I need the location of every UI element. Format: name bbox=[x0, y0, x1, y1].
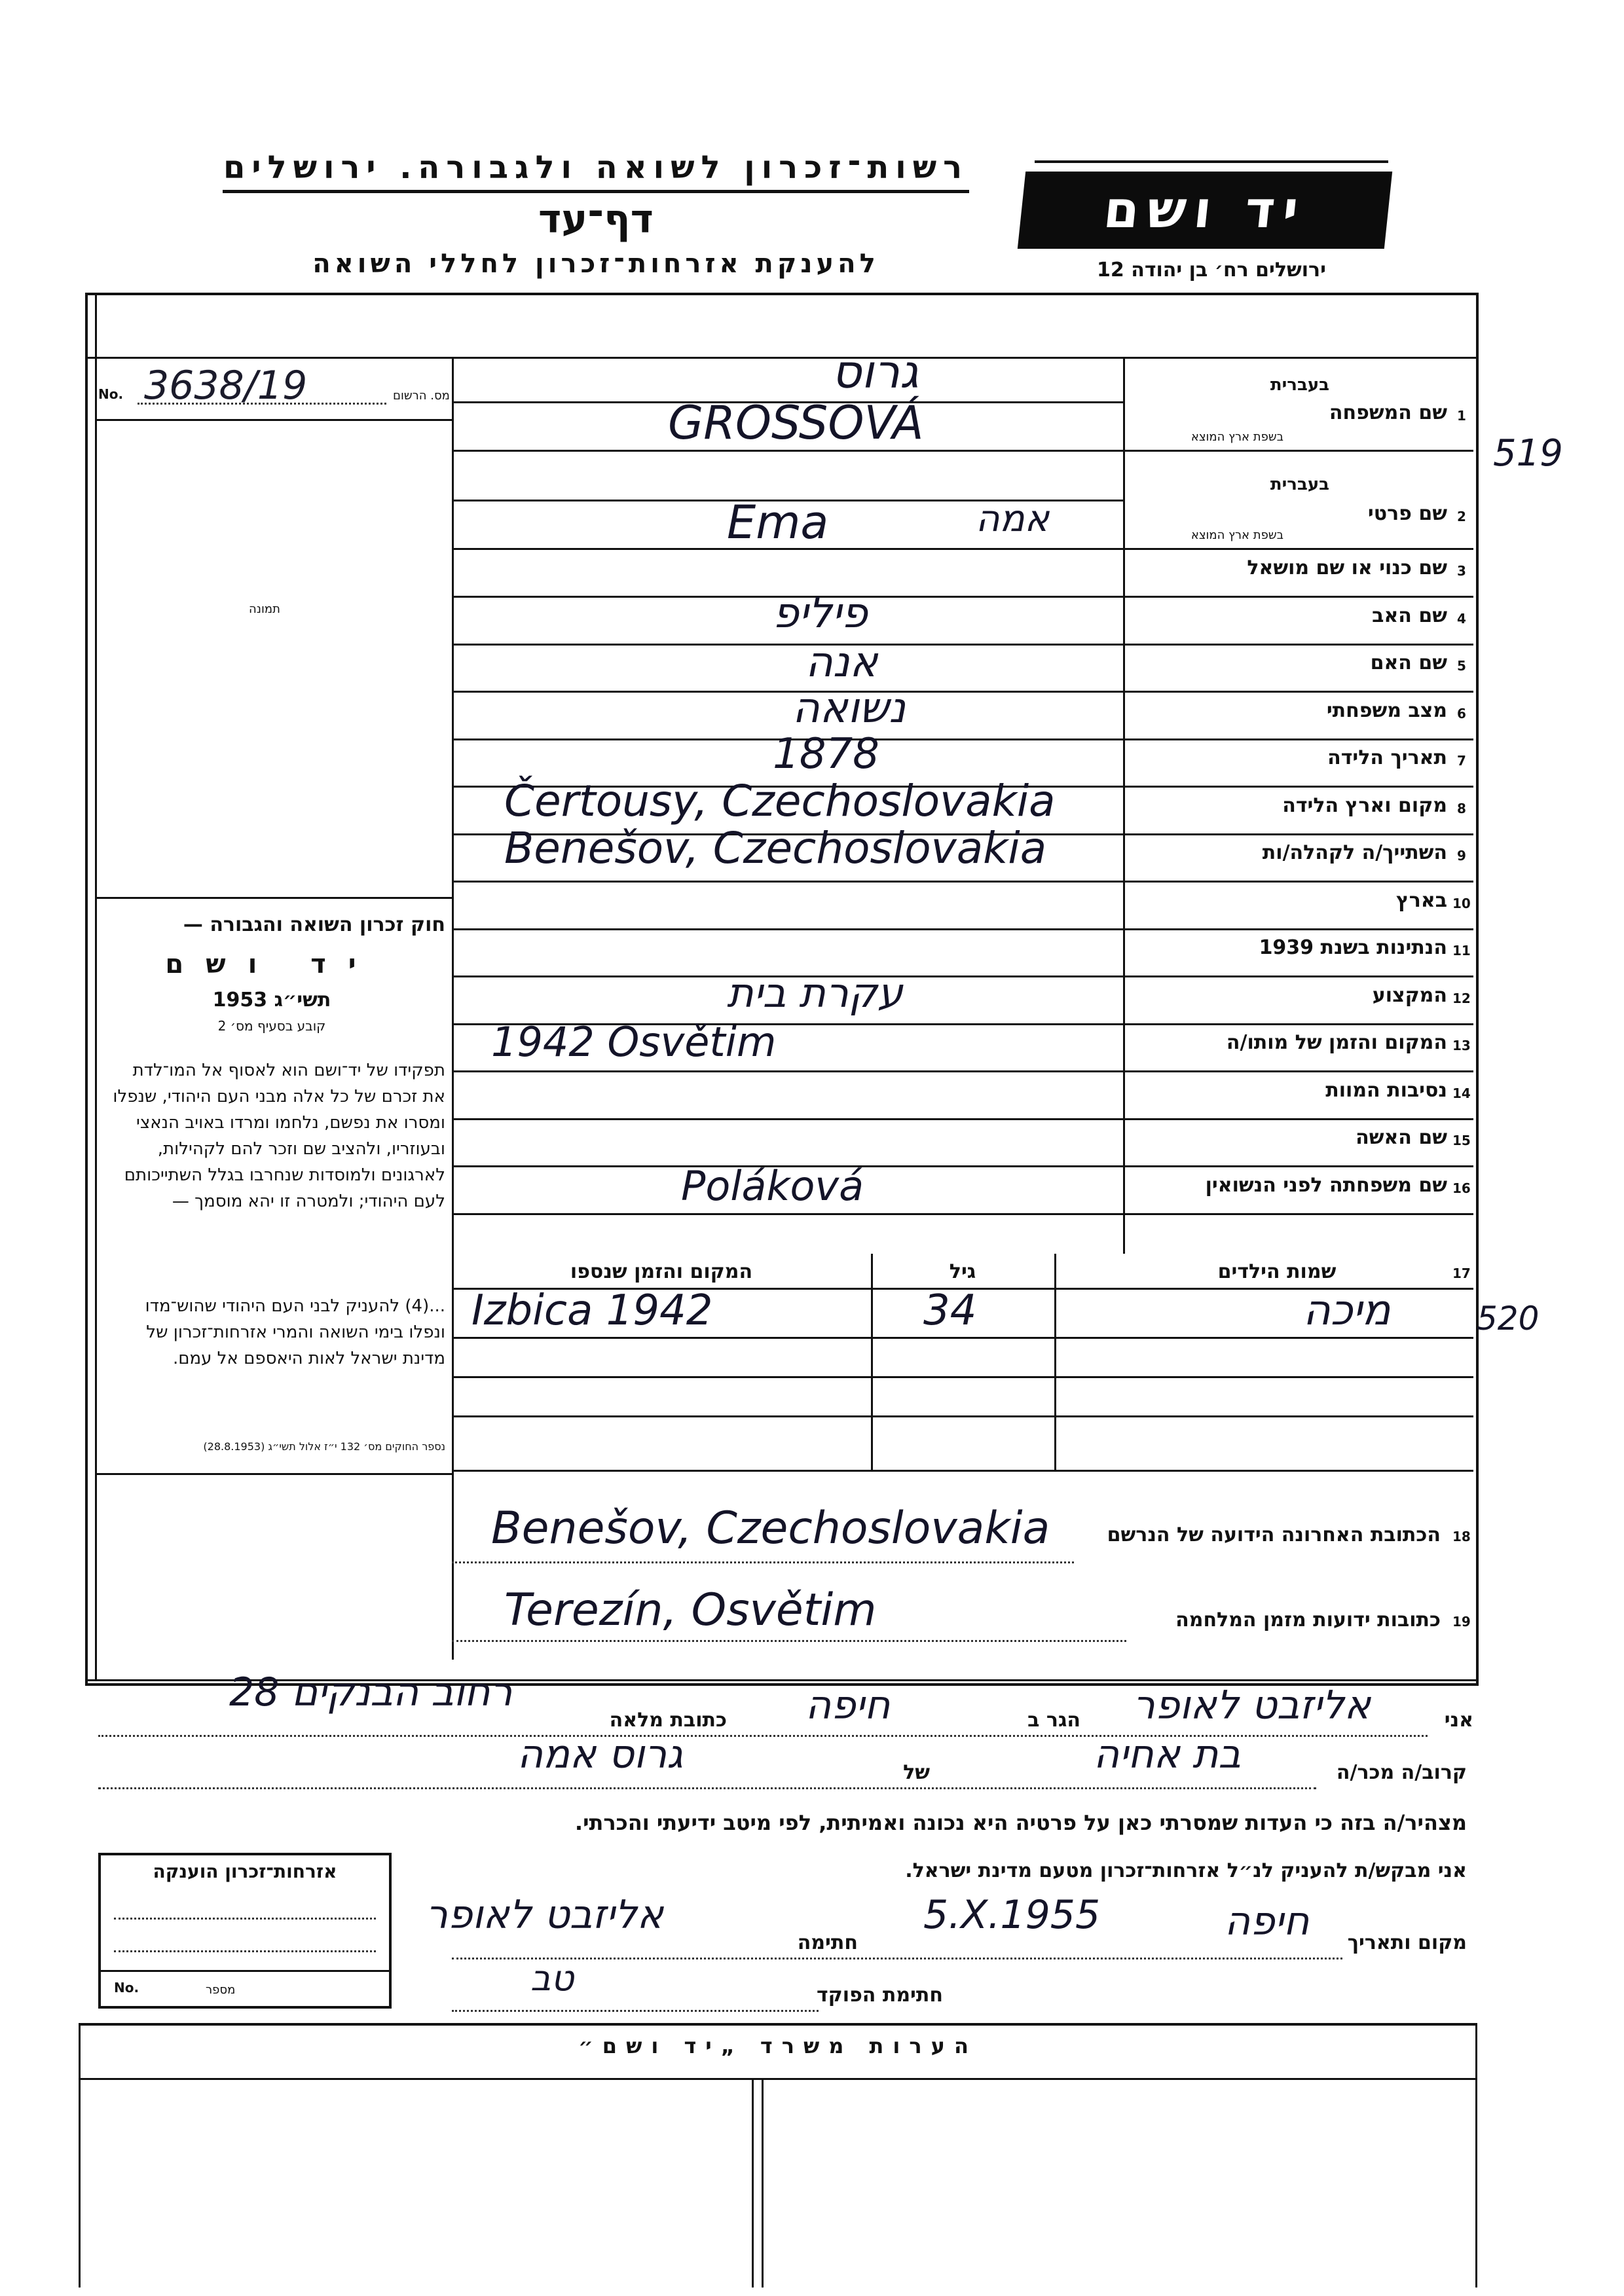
law-rule bbox=[95, 1473, 452, 1475]
field-10-number: 10 bbox=[1452, 896, 1471, 911]
row-line-4 bbox=[452, 644, 1473, 646]
field-13-label: המקום והזמן של מותו/ה bbox=[1226, 1031, 1447, 1054]
logo-rule bbox=[1035, 160, 1388, 163]
declarant-lives-label: הגר ב bbox=[1027, 1709, 1080, 1732]
law-paragraph-1: תפקידו של יד־ושם הוא לאסוף אל המו־לדת את זכרם של כל אלה מבני העם היהודי, שנפלו ומסרו את נפשם, נלחמו ומרדו באויב הנאצי ובעוזריו, ולהציב שם וזכר להם לקהילות, לארגונים ולמוסדות שנחרבו בגלל השתייכותם לעם היהודי; ולמטרה זו יהא מוסמך — bbox=[113, 1061, 445, 1211]
form-title: דף־עד bbox=[538, 196, 654, 242]
row-line-6 bbox=[452, 738, 1473, 740]
officer-dots bbox=[452, 2010, 819, 2012]
relation-of-label: של bbox=[903, 1761, 930, 1784]
registration-value: 3638/19 bbox=[144, 363, 308, 409]
field-8-label: מקום וארץ הלידה bbox=[1282, 794, 1447, 817]
officer-label: חתימת הפוקד bbox=[817, 1984, 943, 2007]
field-6-value: נשואה bbox=[792, 684, 906, 733]
field-1-value-hebrew: גרוס bbox=[832, 345, 919, 399]
field-10-label: בארץ bbox=[1395, 889, 1447, 912]
children-col-divider-2 bbox=[1054, 1254, 1056, 1470]
row-line-5 bbox=[452, 691, 1473, 693]
field-4-number: 4 bbox=[1457, 611, 1466, 627]
declarant-address: רחוב הבנקים 28 bbox=[229, 1669, 513, 1715]
address-19-value: Terezín, Osvětim bbox=[504, 1584, 877, 1636]
field-16-value: Poláková bbox=[681, 1162, 864, 1210]
field-1-value-origin: GROSSOVÁ bbox=[668, 396, 924, 450]
field-2-sub-hebrew: בעברית bbox=[1270, 475, 1329, 494]
notes-section bbox=[79, 2023, 1477, 2287]
signature-label: חתימה bbox=[797, 1931, 858, 1954]
row-line-15 bbox=[452, 1165, 1473, 1167]
place-value: חיפה bbox=[1225, 1899, 1310, 1944]
declaration-statement: מצהיר/ה בזה כי העדות שמסרתי כאן על פרטיה היא נכונה ואמיתית, לפי מיטב ידיעתי והכרתי. bbox=[574, 1810, 1467, 1835]
frame-inner-left bbox=[95, 293, 97, 1681]
field-2-label: שם פרטי bbox=[1367, 502, 1447, 525]
field-16-label: שם משפחתה לפני הנשואין bbox=[1205, 1174, 1447, 1197]
stamp-box-title: אזרחות־זכרון הוענקה bbox=[153, 1861, 337, 1882]
children-row-2 bbox=[452, 1376, 1473, 1378]
children-col-divider-1 bbox=[871, 1254, 873, 1470]
registration-dots bbox=[138, 403, 386, 405]
header-rule bbox=[223, 190, 969, 193]
stamp-dots-1 bbox=[114, 1918, 376, 1920]
registration-number bbox=[98, 363, 452, 412]
field-2-value-hebrew: אמה bbox=[976, 498, 1050, 540]
field-12-number: 12 bbox=[1452, 991, 1471, 1006]
law-name: יד ושם bbox=[165, 949, 378, 979]
registration-label: מס. הרשום bbox=[393, 389, 450, 403]
row-line-16 bbox=[452, 1213, 1473, 1215]
address-19-number: 19 bbox=[1452, 1614, 1471, 1630]
row-line-11 bbox=[452, 975, 1473, 977]
notes-title: הערות משרד „יד ושם״ bbox=[578, 2033, 978, 2058]
field-2-value-origin: Ema bbox=[727, 496, 829, 549]
row-line-9 bbox=[452, 881, 1473, 883]
margin-note-children: 520 bbox=[1477, 1300, 1540, 1338]
form-subtitle: להענקת אזרחות־זכרון לחללי השואה bbox=[312, 249, 879, 279]
relation-label: קרוב/ה מכר/ה bbox=[1336, 1761, 1467, 1784]
field-3-number: 3 bbox=[1457, 563, 1466, 579]
declarant-ani: אני bbox=[1444, 1709, 1473, 1732]
notes-header-rule bbox=[81, 2078, 1475, 2080]
children-row-3 bbox=[452, 1415, 1473, 1417]
child-1-place: Izbica 1942 bbox=[471, 1286, 713, 1335]
field-11-label: הנתינות בשנת 1939 bbox=[1259, 936, 1447, 959]
children-col-age: גיל bbox=[949, 1260, 976, 1283]
field-5-value: אנה bbox=[805, 638, 878, 687]
declarant-line-2-dots bbox=[98, 1787, 1316, 1789]
addresses-section bbox=[452, 1476, 1473, 1679]
address-19-dots bbox=[452, 1640, 1126, 1642]
photo-rule bbox=[95, 897, 452, 899]
field-7-value: 1878 bbox=[773, 730, 879, 778]
address-19-label: כתובות ידועות מזמן המלחמה bbox=[1175, 1609, 1441, 1631]
field-14-label: נסיבות המוות bbox=[1325, 1079, 1447, 1102]
field-6-label: מצב משפחתי bbox=[1326, 699, 1447, 722]
yad-vashem-logo bbox=[1018, 172, 1392, 249]
field-14-number: 14 bbox=[1452, 1085, 1471, 1101]
logo-text: יד ושם bbox=[1101, 181, 1309, 240]
field-4-value: פיליפ bbox=[773, 589, 868, 638]
field-2-number: 2 bbox=[1457, 509, 1466, 524]
organization-line: רשות־זכרון לשואה ולגבורה. ירושלים bbox=[223, 149, 969, 186]
field-7-label: תאריך הלידה bbox=[1327, 746, 1447, 769]
field-12-value: עקרת בית bbox=[727, 969, 903, 1017]
stamp-box-rule bbox=[101, 1970, 389, 1972]
law-footnote: נספר החוקים מס׳ 132 י״ז אלול תשי״ג (28.8.1953) bbox=[203, 1440, 445, 1453]
children-table bbox=[452, 1254, 1473, 1476]
children-col-names: שמות הילדים bbox=[1217, 1260, 1337, 1283]
declarant-name: אליזבט לאופר bbox=[1133, 1683, 1371, 1728]
field-12-label: המקצוע bbox=[1372, 984, 1447, 1007]
row-line-1 bbox=[452, 450, 1473, 452]
field-11-number: 11 bbox=[1452, 943, 1471, 958]
row-line-2 bbox=[452, 548, 1473, 550]
child-1-age: 34 bbox=[923, 1286, 977, 1335]
declarant-address-label: כתובת מלאה bbox=[609, 1709, 727, 1732]
registration-rule bbox=[95, 419, 452, 421]
citizenship-stamp-box bbox=[98, 1853, 392, 2009]
field-2-sub-origin: בשפת ארץ המוצא bbox=[1190, 528, 1283, 542]
field-5-number: 5 bbox=[1457, 658, 1466, 674]
notes-divider-2 bbox=[762, 2078, 764, 2287]
notes-divider-1 bbox=[752, 2078, 754, 2287]
relation-value: בת אחיה bbox=[1094, 1732, 1242, 1777]
field-1-sub-origin: בשפת ארץ המוצא bbox=[1190, 430, 1283, 444]
field-7-number: 7 bbox=[1457, 753, 1466, 769]
child-1-name: מיכה bbox=[1303, 1286, 1391, 1335]
law-paragraph-2: ...(4) להעניק לבני העם היהודי שהוש־מדו ונפלו בימי השואה והמרי אזרחות־זכרון של מדינת ישראל לאות היאספם אל עמם. bbox=[145, 1296, 445, 1368]
field-16-number: 16 bbox=[1452, 1180, 1471, 1196]
field-1-number: 1 bbox=[1457, 408, 1466, 424]
field-13-value: 1942 Osvětim bbox=[491, 1018, 777, 1066]
declarant-line-3-dots bbox=[452, 1958, 1342, 1959]
children-field-number: 17 bbox=[1452, 1266, 1471, 1281]
row-line-3 bbox=[452, 596, 1473, 598]
relation-of-name: גרוס אמה bbox=[517, 1732, 684, 1777]
children-row-1 bbox=[452, 1337, 1473, 1339]
address-18-label: הכתובת האחרונה הידועה של הנרשם bbox=[1107, 1523, 1441, 1546]
address-18-value: Benešov, Czechoslovakia bbox=[491, 1503, 1050, 1554]
address-18-number: 18 bbox=[1452, 1529, 1471, 1544]
officer-sign: טב bbox=[530, 1958, 574, 1999]
field-9-value: Benešov, Czechoslovakia bbox=[504, 823, 1047, 873]
address-18-dots bbox=[452, 1561, 1074, 1563]
row-line-14 bbox=[452, 1118, 1473, 1120]
declarant-city: חיפה bbox=[805, 1683, 891, 1728]
field-15-label: שם האשה bbox=[1356, 1126, 1447, 1149]
stamp-no-label: No. bbox=[114, 1980, 139, 1995]
law-title: חוק זכרון השואה והגבורה — bbox=[183, 913, 445, 936]
law-clause: קובע בסעיף מס׳ 2 bbox=[217, 1018, 326, 1034]
field-4-label: שם האב bbox=[1372, 604, 1447, 627]
field-9-number: 9 bbox=[1457, 848, 1466, 864]
field-1-sub-hebrew: בעברית bbox=[1270, 375, 1329, 395]
field-rows bbox=[452, 345, 1473, 1254]
field-9-label: השתייך/ה לקהלה/ות bbox=[1262, 841, 1447, 864]
registration-no-label: No. bbox=[98, 386, 124, 402]
children-col-place: המקום והזמן שנספו bbox=[570, 1260, 753, 1283]
stamp-number-label: מספר bbox=[206, 1983, 236, 1997]
signature-value: אליזבט לאופר bbox=[426, 1892, 663, 1938]
field-15-number: 15 bbox=[1452, 1133, 1471, 1148]
field-1-label: שם המשפחה bbox=[1329, 401, 1447, 424]
declaration-request: אני מבקש/ת להעניק לנ״ל אזרחות־זכרון מטעם מדינת ישראל. bbox=[905, 1859, 1467, 1882]
field-8-number: 8 bbox=[1457, 801, 1466, 816]
photo-label: תמונה bbox=[249, 602, 280, 616]
field-5-label: שם האם bbox=[1370, 651, 1447, 674]
field-8-value: Čertousy, Czechoslovakia bbox=[504, 776, 1056, 826]
field-13-number: 13 bbox=[1452, 1038, 1471, 1053]
margin-note-top: 519 bbox=[1493, 432, 1563, 475]
field-3-label: שם כנוי או שם מושאל bbox=[1247, 556, 1447, 579]
law-year: תשי״ג 1953 bbox=[212, 989, 331, 1011]
children-row-4 bbox=[452, 1470, 1473, 1472]
row-line-13 bbox=[452, 1070, 1473, 1072]
date-value: 5.X.1955 bbox=[923, 1892, 1101, 1938]
row-line-10 bbox=[452, 928, 1473, 930]
address-line: ירושלים רח׳ בן יהודה 12 bbox=[1097, 259, 1326, 282]
field-6-number: 6 bbox=[1457, 706, 1466, 721]
place-date-label: מקום ותאריך bbox=[1347, 1931, 1467, 1954]
stamp-dots-2 bbox=[114, 1950, 376, 1952]
